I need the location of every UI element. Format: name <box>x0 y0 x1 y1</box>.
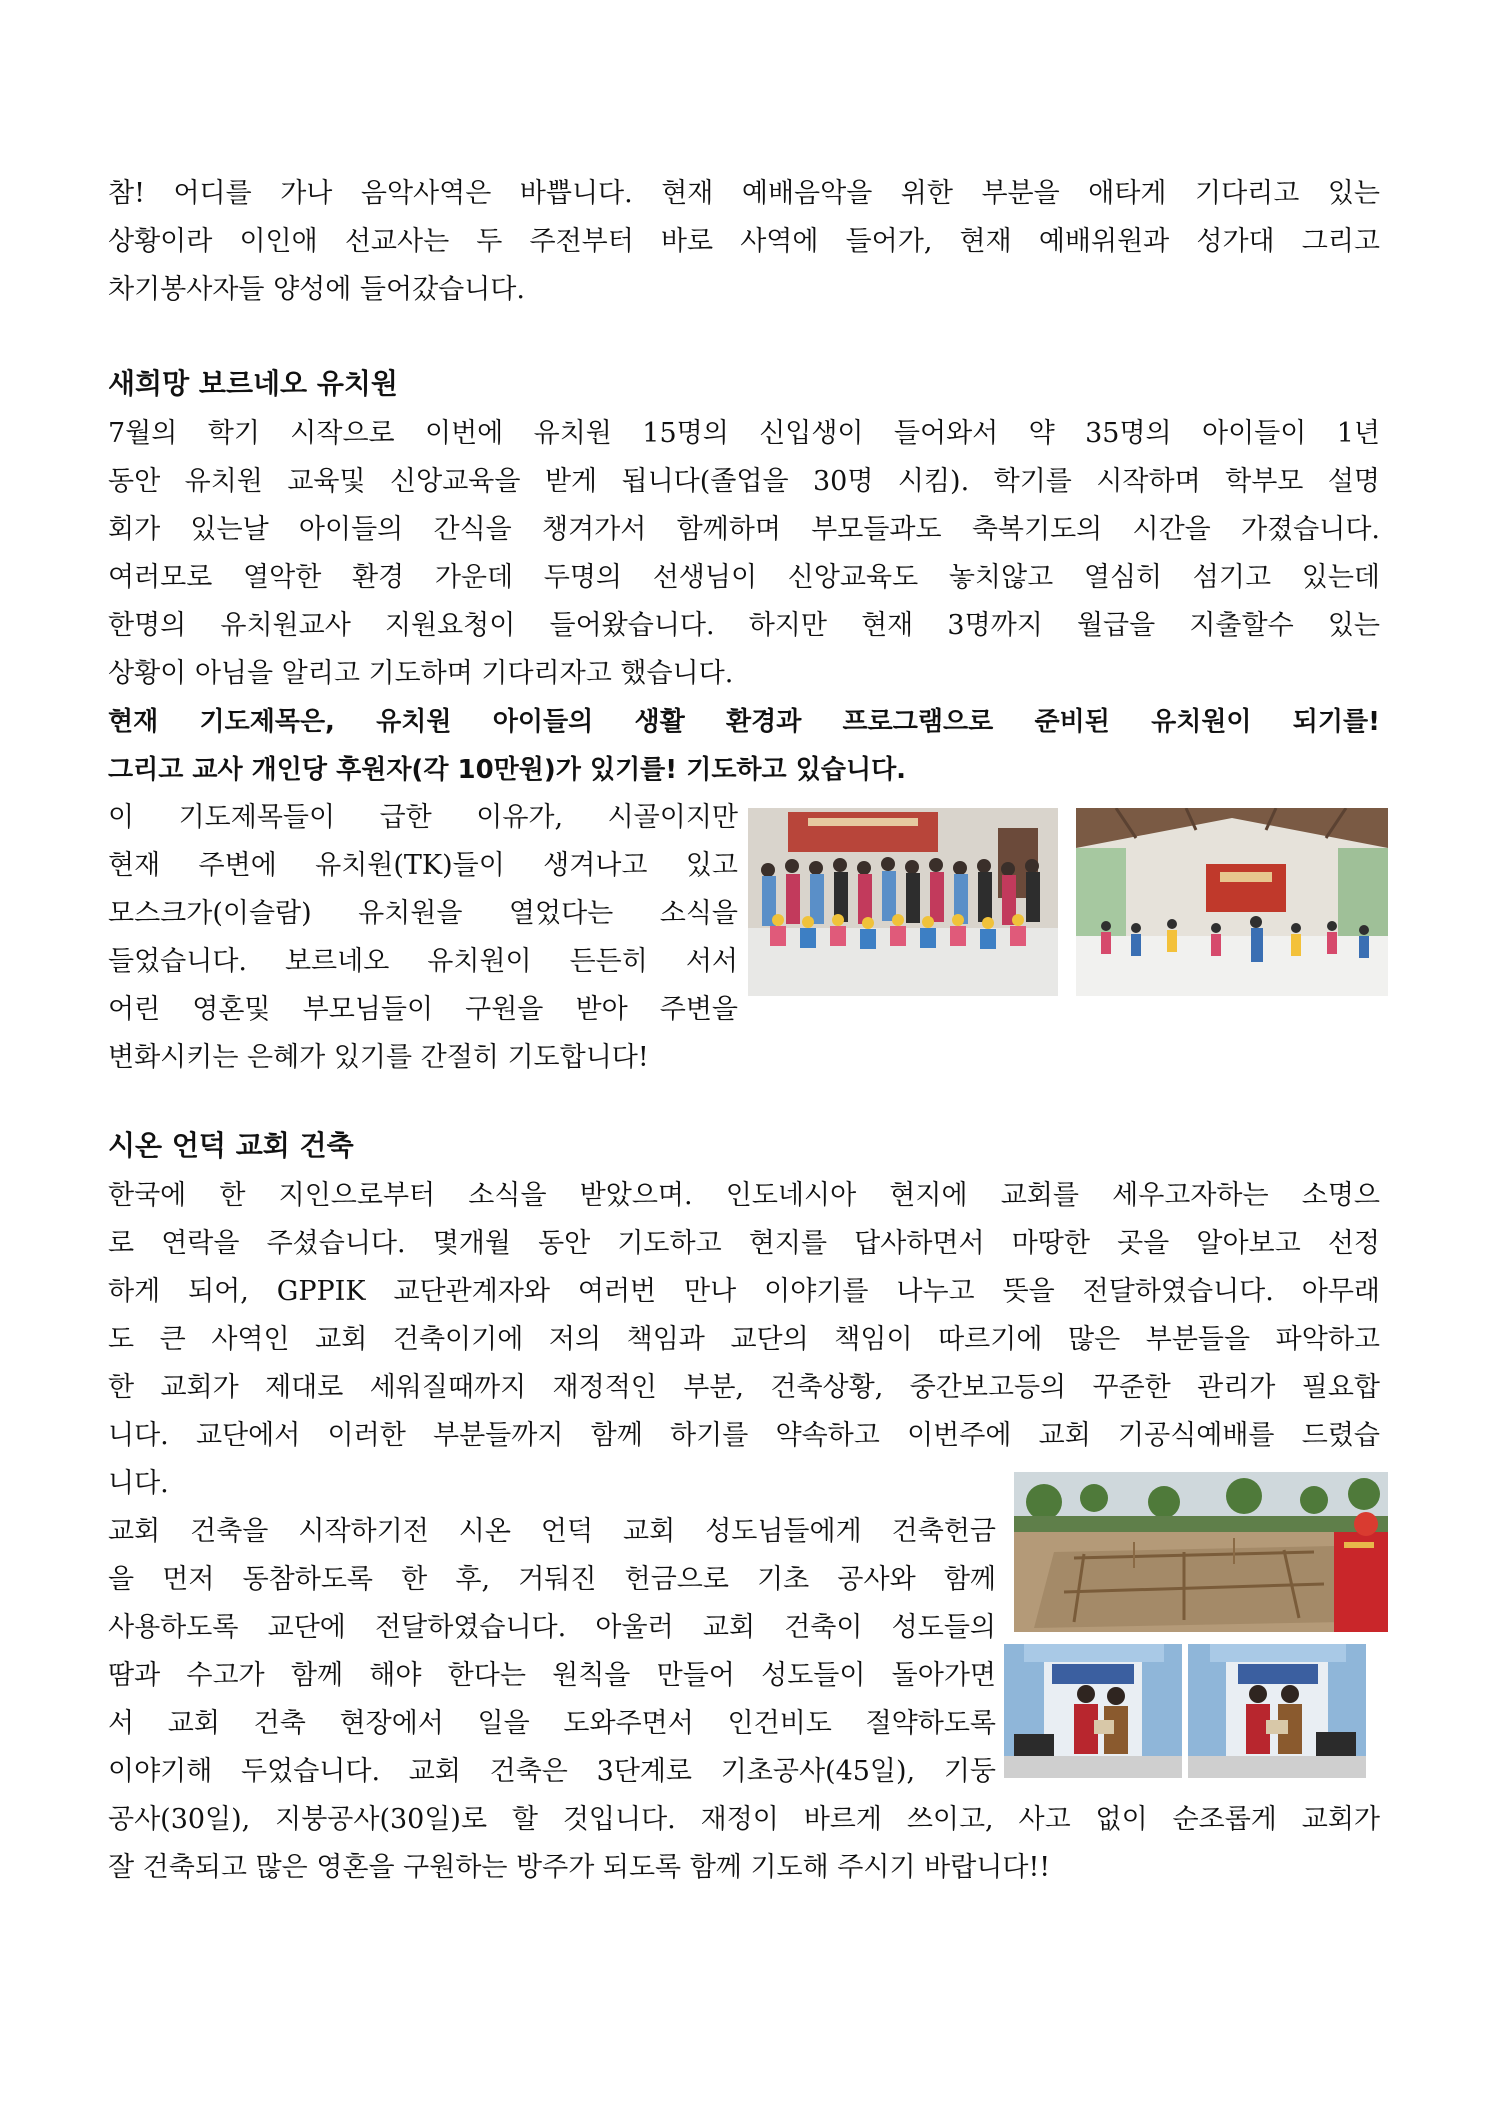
text-line: 로 연락을 주셨습니다. 몇개월 동안 기도하고 현지를 답사하면서 마땅한 곳을 알아보고 선정 <box>108 1228 1380 1259</box>
text-line: 모스크가(이슬람) 유치원을 열었다는 소식을 <box>108 898 738 929</box>
intro-paragraph <box>108 170 1380 314</box>
kindergarten-group-photo <box>748 808 1058 996</box>
text-line: 이 기도제목들이 급한 이유가, 시골이지만 <box>108 802 738 833</box>
kindergarten-hall-photo <box>1076 808 1388 996</box>
kindergarten-paragraph-1 <box>108 410 1380 794</box>
construction-site-photo <box>1014 1472 1388 1632</box>
text-line: 회가 있는날 아이들의 간식을 챙겨가서 함께하며 부모들과도 축복기도의 시간을 가졌습니다. <box>108 514 1380 545</box>
text-line: 하게 되어, GPPIK 교단관계자와 여러번 만나 이야기를 나누고 뜻을 전달하였습니다. 아무래 <box>108 1276 1380 1307</box>
text-line: 한국에 한 지인으로부터 소식을 받았으며. 인도네시아 현지에 교회를 세우고자하는 소명으 <box>108 1180 1380 1211</box>
prayer-topic-line: 그리고 교사 개인당 후원자(각 10만원)가 있기를! 기도하고 있습니다. <box>108 755 907 785</box>
kindergarten-heading: 새희망 보르네오 유치원 <box>108 367 398 400</box>
text-line: 여러모로 열악한 환경 가운데 두명의 선생님이 신앙교육도 놓치않고 열심히 섬기고 있는데 <box>108 562 1380 593</box>
text-line: 서 교회 건축 현장에서 일을 도와주면서 인건비도 절약하도록 <box>108 1708 996 1739</box>
text-line: 땀과 수고가 함께 해야 한다는 원칙을 만들어 성도들이 돌아가면 <box>108 1660 996 1691</box>
church-paragraph-1 <box>108 1172 1380 1508</box>
text-line: 공사(30일), 지붕공사(30일)로 할 것입니다. 재정이 바르게 쓰이고, 사고 없이 순조롭게 교회가 <box>108 1804 1380 1835</box>
text-line: 들었습니다. 보르네오 유치원이 든든히 서서 <box>108 946 738 977</box>
text-line: 니다. <box>108 1468 169 1499</box>
text-line: 차기봉사자들 양성에 들어갔습니다. <box>108 274 525 305</box>
text-line: 도 큰 사역인 교회 건축이기에 저의 책임과 교단의 책임이 따르기에 많은 부분들을 파악하고 <box>108 1324 1380 1355</box>
text-line: 변화시키는 은혜가 있기를 간절히 기도합니다! <box>108 1042 649 1073</box>
text-line: 한명의 유치원교사 지원요청이 들어왔습니다. 하지만 현재 3명까지 월급을 지출할수 있는 <box>108 610 1380 641</box>
text-line: 상황이 아님을 알리고 기도하며 기다리자고 했습니다. <box>108 658 734 689</box>
text-line: 을 먼저 동참하도록 한 후, 거둬진 헌금으로 기초 공사와 함께 <box>108 1564 996 1595</box>
text-line: 현재 주변에 유치원(TK)들이 생겨나고 있고 <box>108 850 738 881</box>
church-heading: 시온 언덕 교회 건축 <box>108 1129 354 1162</box>
text-line: 사용하도록 교단에 전달하였습니다. 아울러 교회 건축이 성도들의 <box>108 1612 996 1643</box>
prayer-topic-line: 현재 기도제목은, 유치원 아이들의 생활 환경과 프로그램으로 준비된 유치원이 되기를! <box>108 707 1380 737</box>
church-paragraph-3 <box>108 1796 1380 1892</box>
church-paragraph-2 <box>108 1508 996 1796</box>
text-line: 교회 건축을 시작하기전 시온 언덕 교회 성도님들에게 건축헌금 <box>108 1516 996 1547</box>
text-line: 참! 어디를 가나 음악사역은 바쁩니다. 현재 예배음악을 위한 부분을 애타게 기다리고 있는 <box>108 178 1380 209</box>
text-line: 7월의 학기 시작으로 이번에 유치원 15명의 신입생이 들어와서 약 35명의 아이들이 1년 <box>108 418 1380 449</box>
ground-breaking-ceremony-photo-2 <box>1188 1644 1366 1778</box>
text-line: 한 교회가 제대로 세워질때까지 재정적인 부분, 건축상황, 중간보고등의 꾸준한 관리가 필요합 <box>108 1372 1380 1403</box>
ground-breaking-ceremony-photo-1 <box>1004 1644 1182 1778</box>
text-line: 니다. 교단에서 이러한 부분들까지 함께 하기를 약속하고 이번주에 교회 기공식예배를 드렸습 <box>108 1420 1380 1451</box>
text-line: 잘 건축되고 많은 영혼을 구원하는 방주가 되도록 함께 기도해 주시기 바랍니다!! <box>108 1852 1051 1883</box>
text-line: 상황이라 이인애 선교사는 두 주전부터 바로 사역에 들어가, 현재 예배위원과 성가대 그리고 <box>108 226 1380 257</box>
kindergarten-paragraph-3 <box>108 794 738 1082</box>
text-line: 동안 유치원 교육및 신앙교육을 받게 됩니다(졸업을 30명 시킴). 학기를 시작하며 학부모 설명 <box>108 466 1380 497</box>
text-line: 이야기해 두었습니다. 교회 건축은 3단계로 기초공사(45일), 기둥 <box>108 1756 996 1787</box>
text-line: 어린 영혼및 부모님들이 구원을 받아 주변을 <box>108 994 738 1025</box>
